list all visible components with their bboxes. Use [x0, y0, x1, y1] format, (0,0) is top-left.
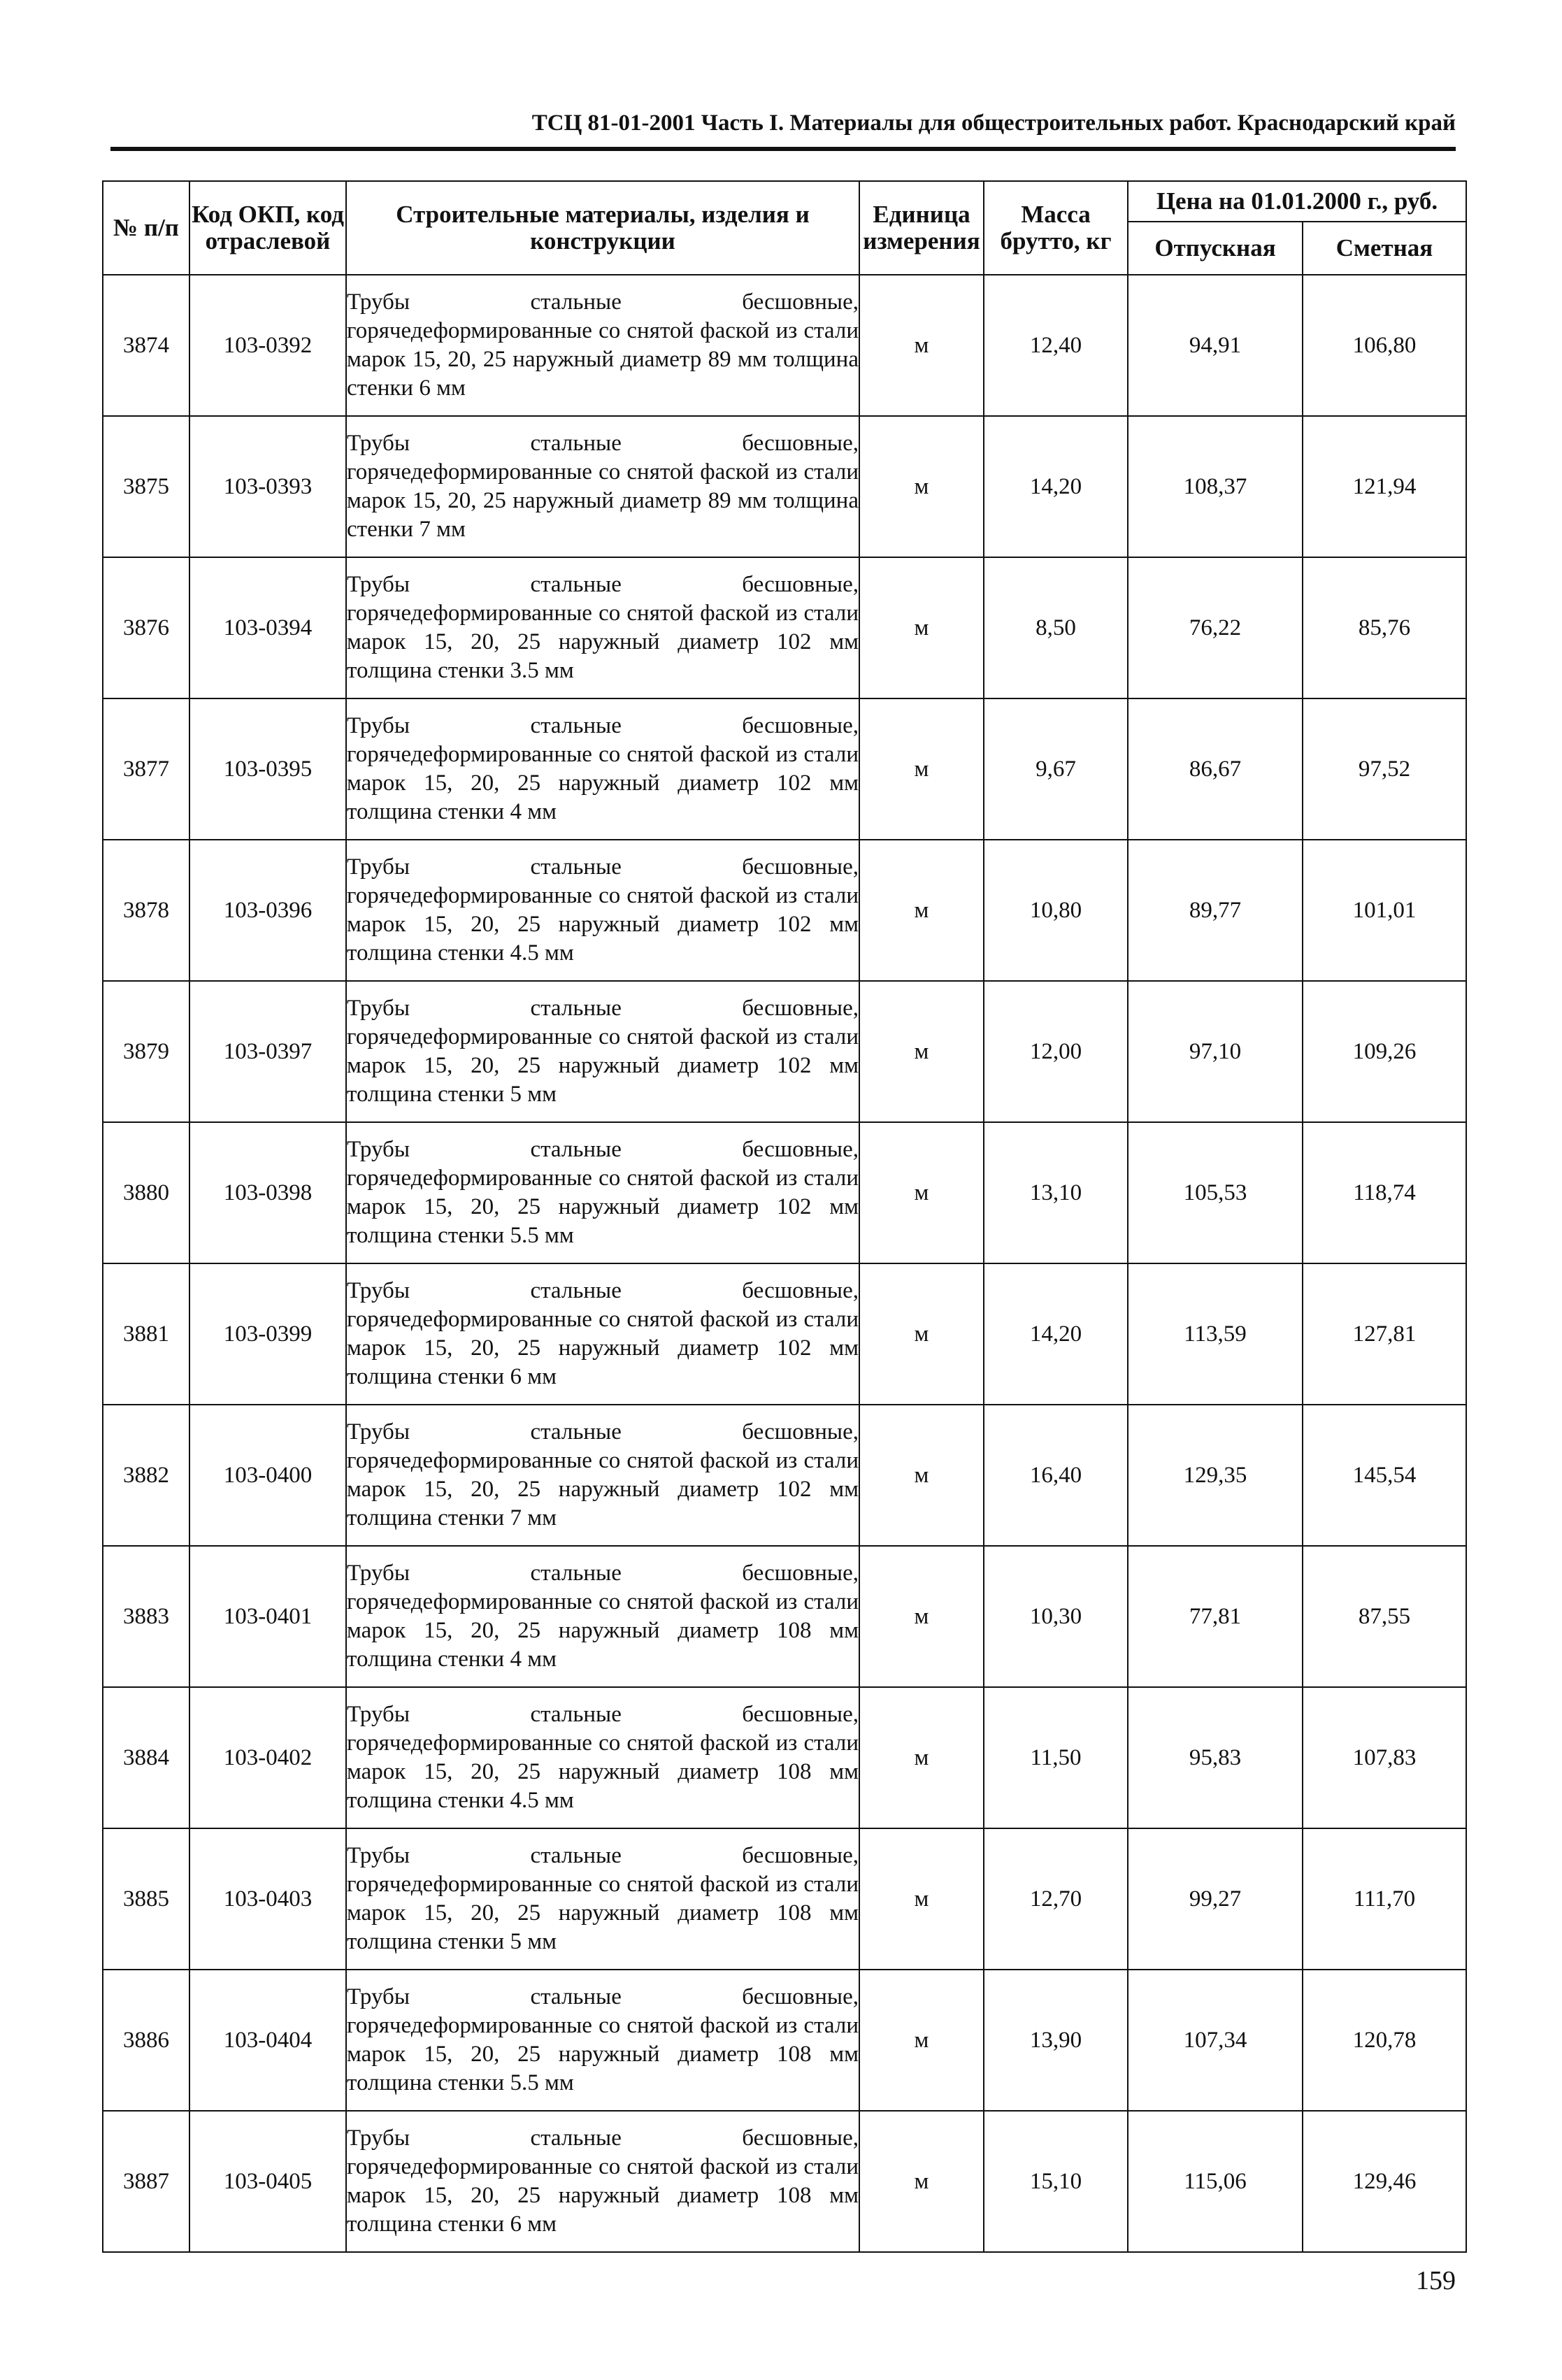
table-row [103, 275, 1466, 416]
table-row [103, 981, 1466, 1122]
row-price-estimate: 101,01 [1303, 840, 1466, 981]
row-price-release: 105,53 [1128, 1122, 1303, 1263]
row-mass: 10,30 [984, 1546, 1128, 1687]
row-mass: 12,70 [984, 1828, 1128, 1970]
table-row [103, 698, 1466, 840]
row-number: 3886 [103, 1970, 189, 2111]
row-number: 3881 [103, 1263, 189, 1405]
row-mass: 16,40 [984, 1405, 1128, 1546]
row-number: 3876 [103, 557, 189, 698]
row-unit: м [859, 1263, 984, 1405]
table-row [103, 1828, 1466, 1970]
row-mass: 8,50 [984, 557, 1128, 698]
table-row [103, 557, 1466, 698]
row-mass: 14,20 [984, 416, 1128, 557]
row-unit: м [859, 1687, 984, 1828]
row-code: 103-0394 [189, 557, 346, 698]
row-code: 103-0399 [189, 1263, 346, 1405]
row-description: Трубы стальные бесшовные, горячедеформированные со снятой фаской из стали марок 15, 20, 25 наружный диаметр 102 мм толщина стенки 7 мм [346, 1405, 859, 1546]
row-description: Трубы стальные бесшовные, горячедеформированные со снятой фаской из стали марок 15, 20, 25 наружный диаметр 102 мм толщина стенки 4 мм [346, 698, 859, 840]
page-header: ТСЦ 81-01-2001 Часть I. Материалы для общестроительных работ. Краснодарский край [531, 110, 1456, 136]
row-number: 3880 [103, 1122, 189, 1263]
row-price-release: 76,22 [1128, 557, 1303, 698]
row-price-estimate: 120,78 [1303, 1970, 1466, 2111]
row-description: Трубы стальные бесшовные, горячедеформированные со снятой фаской из стали марок 15, 20, 25 наружный диаметр 102 мм толщина стенки 4.5 мм [346, 840, 859, 981]
row-unit: м [859, 416, 984, 557]
row-number: 3875 [103, 416, 189, 557]
row-description: Трубы стальные бесшовные, горячедеформированные со снятой фаской из стали марок 15, 20, 25 наружный диаметр 108 мм толщина стенки 4.5 мм [346, 1687, 859, 1828]
row-code: 103-0404 [189, 1970, 346, 2111]
row-description: Трубы стальные бесшовные, горячедеформированные со снятой фаской из стали марок 15, 20, 25 наружный диаметр 108 мм толщина стенки 5 мм [346, 1828, 859, 1970]
row-price-release: 108,37 [1128, 416, 1303, 557]
row-number: 3884 [103, 1687, 189, 1828]
row-price-estimate: 106,80 [1303, 275, 1466, 416]
row-description: Трубы стальные бесшовные, горячедеформированные со снятой фаской из стали марок 15, 20, 25 наружный диаметр 102 мм толщина стенки 5 мм [346, 981, 859, 1122]
row-code: 103-0400 [189, 1405, 346, 1546]
row-unit: м [859, 1828, 984, 1970]
row-code: 103-0401 [189, 1546, 346, 1687]
row-price-release: 94,91 [1128, 275, 1303, 416]
row-code: 103-0397 [189, 981, 346, 1122]
row-price-release: 77,81 [1128, 1546, 1303, 1687]
row-price-release: 97,10 [1128, 981, 1303, 1122]
row-price-estimate: 118,74 [1303, 1122, 1466, 1263]
table-row [103, 2111, 1466, 2252]
row-unit: м [859, 2111, 984, 2252]
col-header-price-estimate: Сметная [1303, 222, 1466, 275]
row-price-release: 99,27 [1128, 1828, 1303, 1970]
row-number: 3879 [103, 981, 189, 1122]
row-mass: 12,00 [984, 981, 1128, 1122]
col-header-num: № п/п [103, 181, 189, 275]
row-mass: 12,40 [984, 275, 1128, 416]
table-row [103, 1405, 1466, 1546]
col-header-code: Код ОКП, код отраслевой [189, 181, 346, 275]
row-price-estimate: 129,46 [1303, 2111, 1466, 2252]
table-row [103, 1546, 1466, 1687]
row-number: 3883 [103, 1546, 189, 1687]
row-mass: 15,10 [984, 2111, 1128, 2252]
row-number: 3878 [103, 840, 189, 981]
row-number: 3874 [103, 275, 189, 416]
row-price-release: 115,06 [1128, 2111, 1303, 2252]
row-unit: м [859, 698, 984, 840]
row-price-estimate: 121,94 [1303, 416, 1466, 557]
row-code: 103-0405 [189, 2111, 346, 2252]
row-price-release: 129,35 [1128, 1405, 1303, 1546]
row-description: Трубы стальные бесшовные, горячедеформированные со снятой фаской из стали марок 15, 20, 25 наружный диаметр 108 мм толщина стенки 5.5 мм [346, 1970, 859, 2111]
row-code: 103-0392 [189, 275, 346, 416]
row-number: 3882 [103, 1405, 189, 1546]
row-description: Трубы стальные бесшовные, горячедеформированные со снятой фаской из стали марок 15, 20, 25 наружный диаметр 102 мм толщина стенки 3.5 мм [346, 557, 859, 698]
row-price-estimate: 127,81 [1303, 1263, 1466, 1405]
col-header-unit: Единица измерения [859, 181, 984, 275]
header-rule [110, 147, 1456, 151]
row-price-release: 86,67 [1128, 698, 1303, 840]
row-price-estimate: 85,76 [1303, 557, 1466, 698]
col-header-mass: Масса брутто, кг [984, 181, 1128, 275]
col-header-price-group: Цена на 01.01.2000 г., руб. [1128, 181, 1466, 222]
row-price-release: 113,59 [1128, 1263, 1303, 1405]
row-number: 3885 [103, 1828, 189, 1970]
row-code: 103-0402 [189, 1687, 346, 1828]
row-price-estimate: 87,55 [1303, 1546, 1466, 1687]
row-price-estimate: 107,83 [1303, 1687, 1466, 1828]
row-description: Трубы стальные бесшовные, горячедеформированные со снятой фаской из стали марок 15, 20, 25 наружный диаметр 102 мм толщина стенки 5.5 мм [346, 1122, 859, 1263]
col-header-description: Строительные материалы, изделия и конструкции [346, 181, 859, 275]
row-code: 103-0393 [189, 416, 346, 557]
table-row [103, 840, 1466, 981]
row-price-release: 95,83 [1128, 1687, 1303, 1828]
table-row [103, 1263, 1466, 1405]
table-row [103, 1687, 1466, 1828]
table-row [103, 1970, 1466, 2111]
table-body [103, 275, 1466, 2252]
row-price-release: 89,77 [1128, 840, 1303, 981]
row-code: 103-0398 [189, 1122, 346, 1263]
row-description: Трубы стальные бесшовные, горячедеформированные со снятой фаской из стали марок 15, 20, 25 наружный диаметр 89 мм толщина стенки 6 мм [346, 275, 859, 416]
col-header-price-release: Отпускная [1128, 222, 1303, 275]
row-unit: м [859, 1405, 984, 1546]
row-price-estimate: 111,70 [1303, 1828, 1466, 1970]
row-code: 103-0403 [189, 1828, 346, 1970]
row-description: Трубы стальные бесшовные, горячедеформированные со снятой фаской из стали марок 15, 20, 25 наружный диаметр 108 мм толщина стенки 6 мм [346, 2111, 859, 2252]
row-unit: м [859, 1970, 984, 2111]
materials-table [102, 180, 1467, 2253]
row-unit: м [859, 557, 984, 698]
row-number: 3877 [103, 698, 189, 840]
row-description: Трубы стальные бесшовные, горячедеформированные со снятой фаской из стали марок 15, 20, 25 наружный диаметр 108 мм толщина стенки 4 мм [346, 1546, 859, 1687]
row-mass: 14,20 [984, 1263, 1128, 1405]
row-unit: м [859, 1122, 984, 1263]
row-unit: м [859, 1546, 984, 1687]
row-unit: м [859, 275, 984, 416]
table-row [103, 1122, 1466, 1263]
row-code: 103-0395 [189, 698, 346, 840]
row-mass: 13,10 [984, 1122, 1128, 1263]
row-mass: 11,50 [984, 1687, 1128, 1828]
row-code: 103-0396 [189, 840, 346, 981]
row-description: Трубы стальные бесшовные, горячедеформированные со снятой фаской из стали марок 15, 20, 25 наружный диаметр 102 мм толщина стенки 6 мм [346, 1263, 859, 1405]
row-price-estimate: 109,26 [1303, 981, 1466, 1122]
table-row [103, 416, 1466, 557]
row-price-estimate: 145,54 [1303, 1405, 1466, 1546]
row-mass: 13,90 [984, 1970, 1128, 2111]
row-mass: 9,67 [984, 698, 1128, 840]
row-mass: 10,80 [984, 840, 1128, 981]
row-price-release: 107,34 [1128, 1970, 1303, 2111]
row-unit: м [859, 840, 984, 981]
row-price-estimate: 97,52 [1303, 698, 1466, 840]
page-number: 159 [1416, 2266, 1456, 2295]
row-unit: м [859, 981, 984, 1122]
row-description: Трубы стальные бесшовные, горячедеформированные со снятой фаской из стали марок 15, 20, 25 наружный диаметр 89 мм толщина стенки 7 мм [346, 416, 859, 557]
row-number: 3887 [103, 2111, 189, 2252]
